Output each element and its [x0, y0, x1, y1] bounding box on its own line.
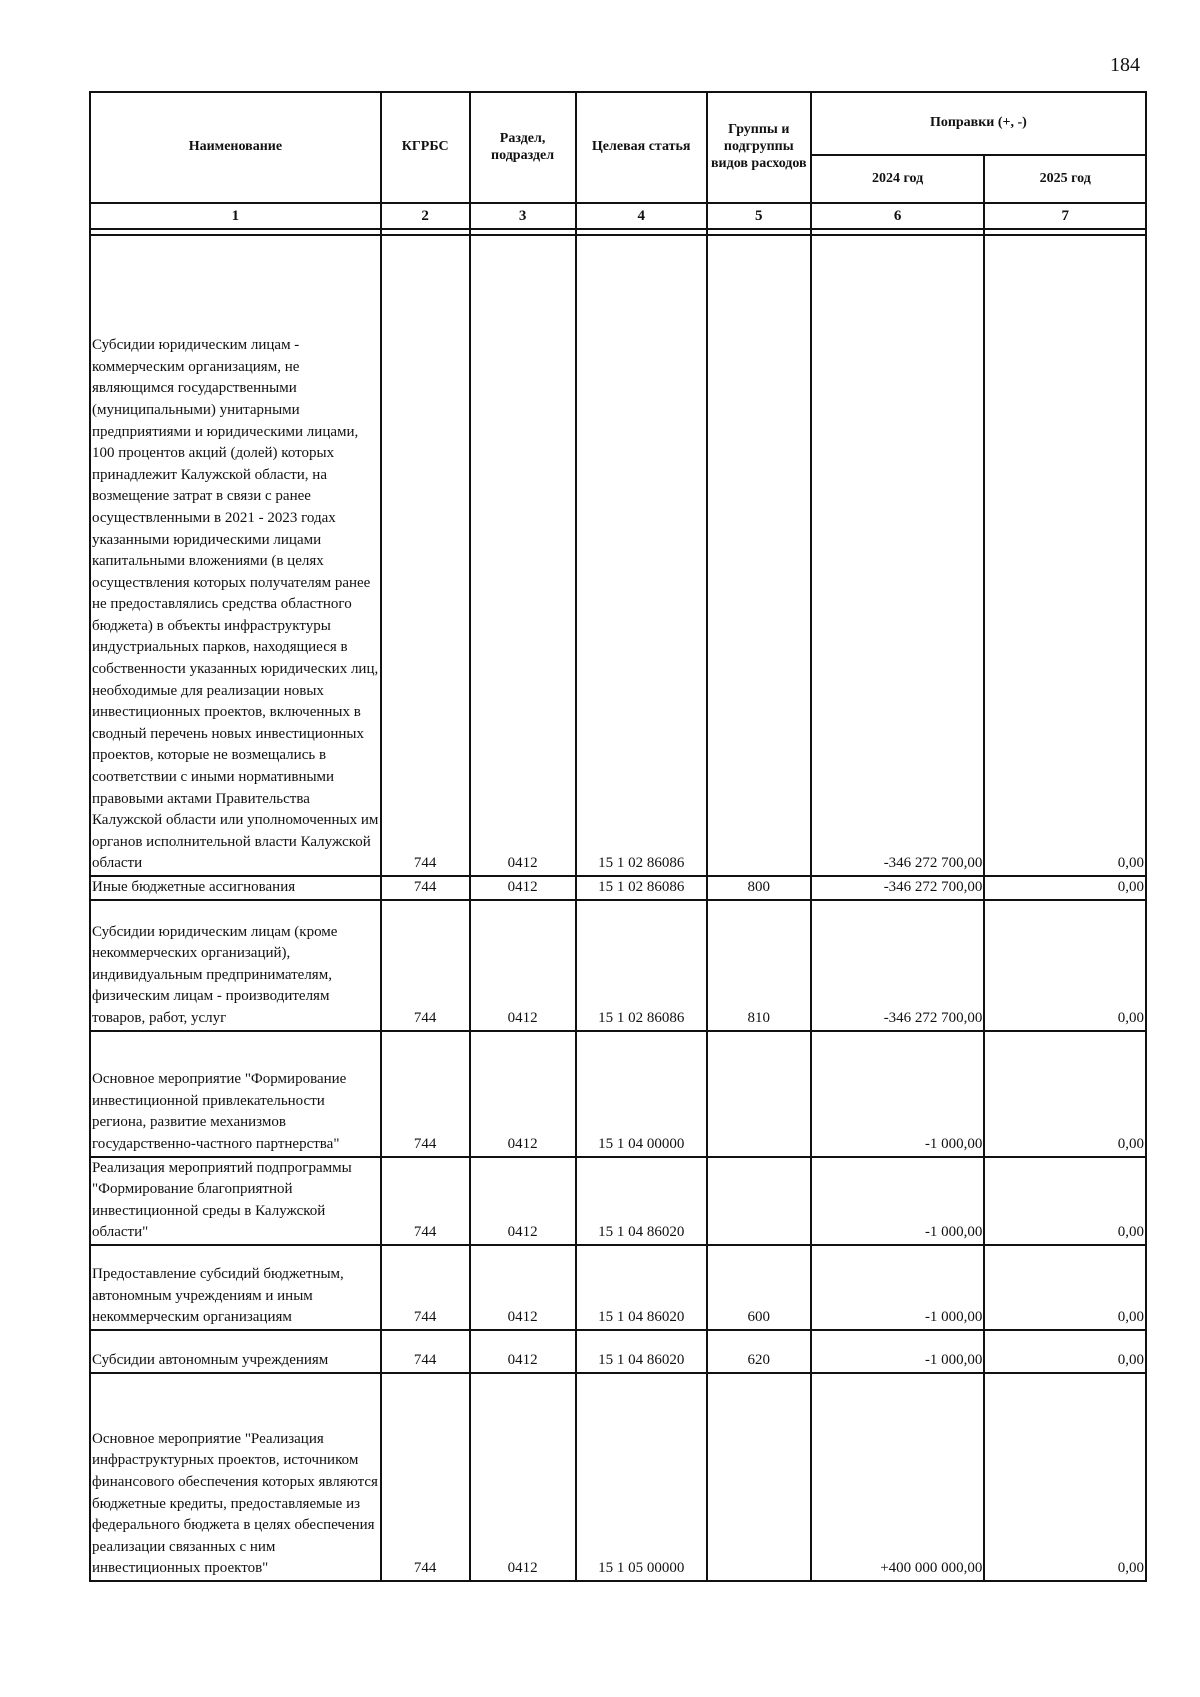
row-kgrbs: 744	[381, 1373, 470, 1581]
column-number: 6	[811, 203, 985, 229]
row-amount-2024: -346 272 700,00	[811, 876, 985, 900]
row-amount-2025: 0,00	[984, 900, 1146, 1031]
row-expense-group	[707, 1157, 811, 1245]
row-name: Субсидии юридическим лицам (кроме некоммерческих организаций), индивидуальным предпринимателям, физическим лицам - производителям товаров, работ, услуг	[90, 900, 381, 1031]
row-name: Иные бюджетные ассигнования	[90, 876, 381, 900]
header-year-2024: 2024 год	[811, 155, 985, 203]
header-groups: Группы и подгруппы видов расходов	[707, 92, 811, 203]
header-amendments: Поправки (+, -)	[811, 92, 1146, 155]
row-section: 0412	[470, 1245, 576, 1330]
row-target: 15 1 04 86020	[576, 1245, 707, 1330]
row-target: 15 1 04 00000	[576, 1031, 707, 1157]
row-amount-2024: +400 000 000,00	[811, 1373, 985, 1581]
table-row	[90, 235, 1146, 876]
row-target: 15 1 02 86086	[576, 900, 707, 1031]
row-expense-group	[707, 1031, 811, 1157]
table-row	[90, 1245, 1146, 1330]
row-amount-2024: -346 272 700,00	[811, 900, 985, 1031]
row-amount-2024: -1 000,00	[811, 1031, 985, 1157]
row-expense-group: 800	[707, 876, 811, 900]
header-section: Раздел, подраздел	[470, 92, 576, 203]
row-target: 15 1 04 86020	[576, 1157, 707, 1245]
row-target: 15 1 02 86086	[576, 235, 707, 876]
row-target: 15 1 04 86020	[576, 1330, 707, 1373]
column-number: 5	[707, 203, 811, 229]
row-name: Субсидии юридическим лицам - коммерческим организациям, не являющимся государственными (муниципальными) унитарными предприятиями и юридическими лицами, 100 процентов акций (долей) которых принадлежит Калужской области, на возмещение затрат в связи с ранее осуществленными в 2021 - 2023 годах указанными юридическими лицами капитальными вложениями (в целях осуществления которых получателям ранее не предоставлялись средства областного бюджета) в объекты инфраструктуры индустриальных парков, находящиеся в собственности указанных юридических лиц, необходимые для реализации новых инвестиционных проектов, включенных в сводный перечень новых инвестиционных проектов, которые не возмещались в соответствии с иными нормативными правовыми актами Правительства Калужской области или уполномоченных им органов исполнительной власти Калужской области	[90, 235, 381, 876]
page-number: 184	[1110, 54, 1140, 76]
row-section: 0412	[470, 1373, 576, 1581]
row-amount-2024: -1 000,00	[811, 1245, 985, 1330]
row-kgrbs: 744	[381, 900, 470, 1031]
row-target: 15 1 05 00000	[576, 1373, 707, 1581]
row-name: Реализация мероприятий подпрограммы "Формирование благоприятной инвестиционной среды в Калужской области"	[90, 1157, 381, 1245]
row-amount-2024: -346 272 700,00	[811, 235, 985, 876]
row-kgrbs: 744	[381, 876, 470, 900]
table-row	[90, 1330, 1146, 1373]
row-kgrbs: 744	[381, 1245, 470, 1330]
row-expense-group: 600	[707, 1245, 811, 1330]
row-expense-group: 810	[707, 900, 811, 1031]
row-target: 15 1 02 86086	[576, 876, 707, 900]
row-amount-2025: 0,00	[984, 1031, 1146, 1157]
row-amount-2025: 0,00	[984, 876, 1146, 900]
row-name: Основное мероприятие "Формирование инвестиционной привлекательности региона, развитие механизмов государственно-частного партнерства"	[90, 1031, 381, 1157]
row-name: Основное мероприятие "Реализация инфраструктурных проектов, источником финансового обеспечения которых являются бюджетные кредиты, предоставляемые из федерального бюджета в целях обеспечения реализации связанных с ним инвестиционных проектов"	[90, 1373, 381, 1581]
row-amount-2025: 0,00	[984, 1245, 1146, 1330]
row-section: 0412	[470, 1330, 576, 1373]
row-amount-2024: -1 000,00	[811, 1157, 985, 1245]
row-amount-2025: 0,00	[984, 1157, 1146, 1245]
row-kgrbs: 744	[381, 1031, 470, 1157]
row-expense-group	[707, 235, 811, 876]
row-kgrbs: 744	[381, 1157, 470, 1245]
row-amount-2024: -1 000,00	[811, 1330, 985, 1373]
column-numbers-row	[90, 203, 1146, 229]
header-kgrbs: КГРБС	[381, 92, 470, 203]
row-section: 0412	[470, 876, 576, 900]
table-row	[90, 876, 1146, 900]
row-section: 0412	[470, 1031, 576, 1157]
row-amount-2025: 0,00	[984, 1330, 1146, 1373]
column-number: 7	[984, 203, 1146, 229]
row-expense-group: 620	[707, 1330, 811, 1373]
row-kgrbs: 744	[381, 235, 470, 876]
table-row	[90, 900, 1146, 1031]
column-number: 2	[381, 203, 470, 229]
row-amount-2025: 0,00	[984, 235, 1146, 876]
row-kgrbs: 744	[381, 1330, 470, 1373]
table-row	[90, 1373, 1146, 1581]
table-row	[90, 1157, 1146, 1245]
row-name: Субсидии автономным учреждениям	[90, 1330, 381, 1373]
column-number: 1	[90, 203, 381, 229]
row-amount-2025: 0,00	[984, 1373, 1146, 1581]
header-year-2025: 2025 год	[984, 155, 1146, 203]
row-section: 0412	[470, 1157, 576, 1245]
column-number: 3	[470, 203, 576, 229]
table-row	[90, 1031, 1146, 1157]
row-name: Предоставление субсидий бюджетным, автономным учреждениям и иным некоммерческим организациям	[90, 1245, 381, 1330]
header-target: Целевая статья	[576, 92, 707, 203]
budget-amendments-table	[89, 91, 1147, 1582]
header-row	[90, 92, 1146, 155]
header-name: Наименование	[90, 92, 381, 203]
row-expense-group	[707, 1373, 811, 1581]
column-number: 4	[576, 203, 707, 229]
row-section: 0412	[470, 235, 576, 876]
row-section: 0412	[470, 900, 576, 1031]
